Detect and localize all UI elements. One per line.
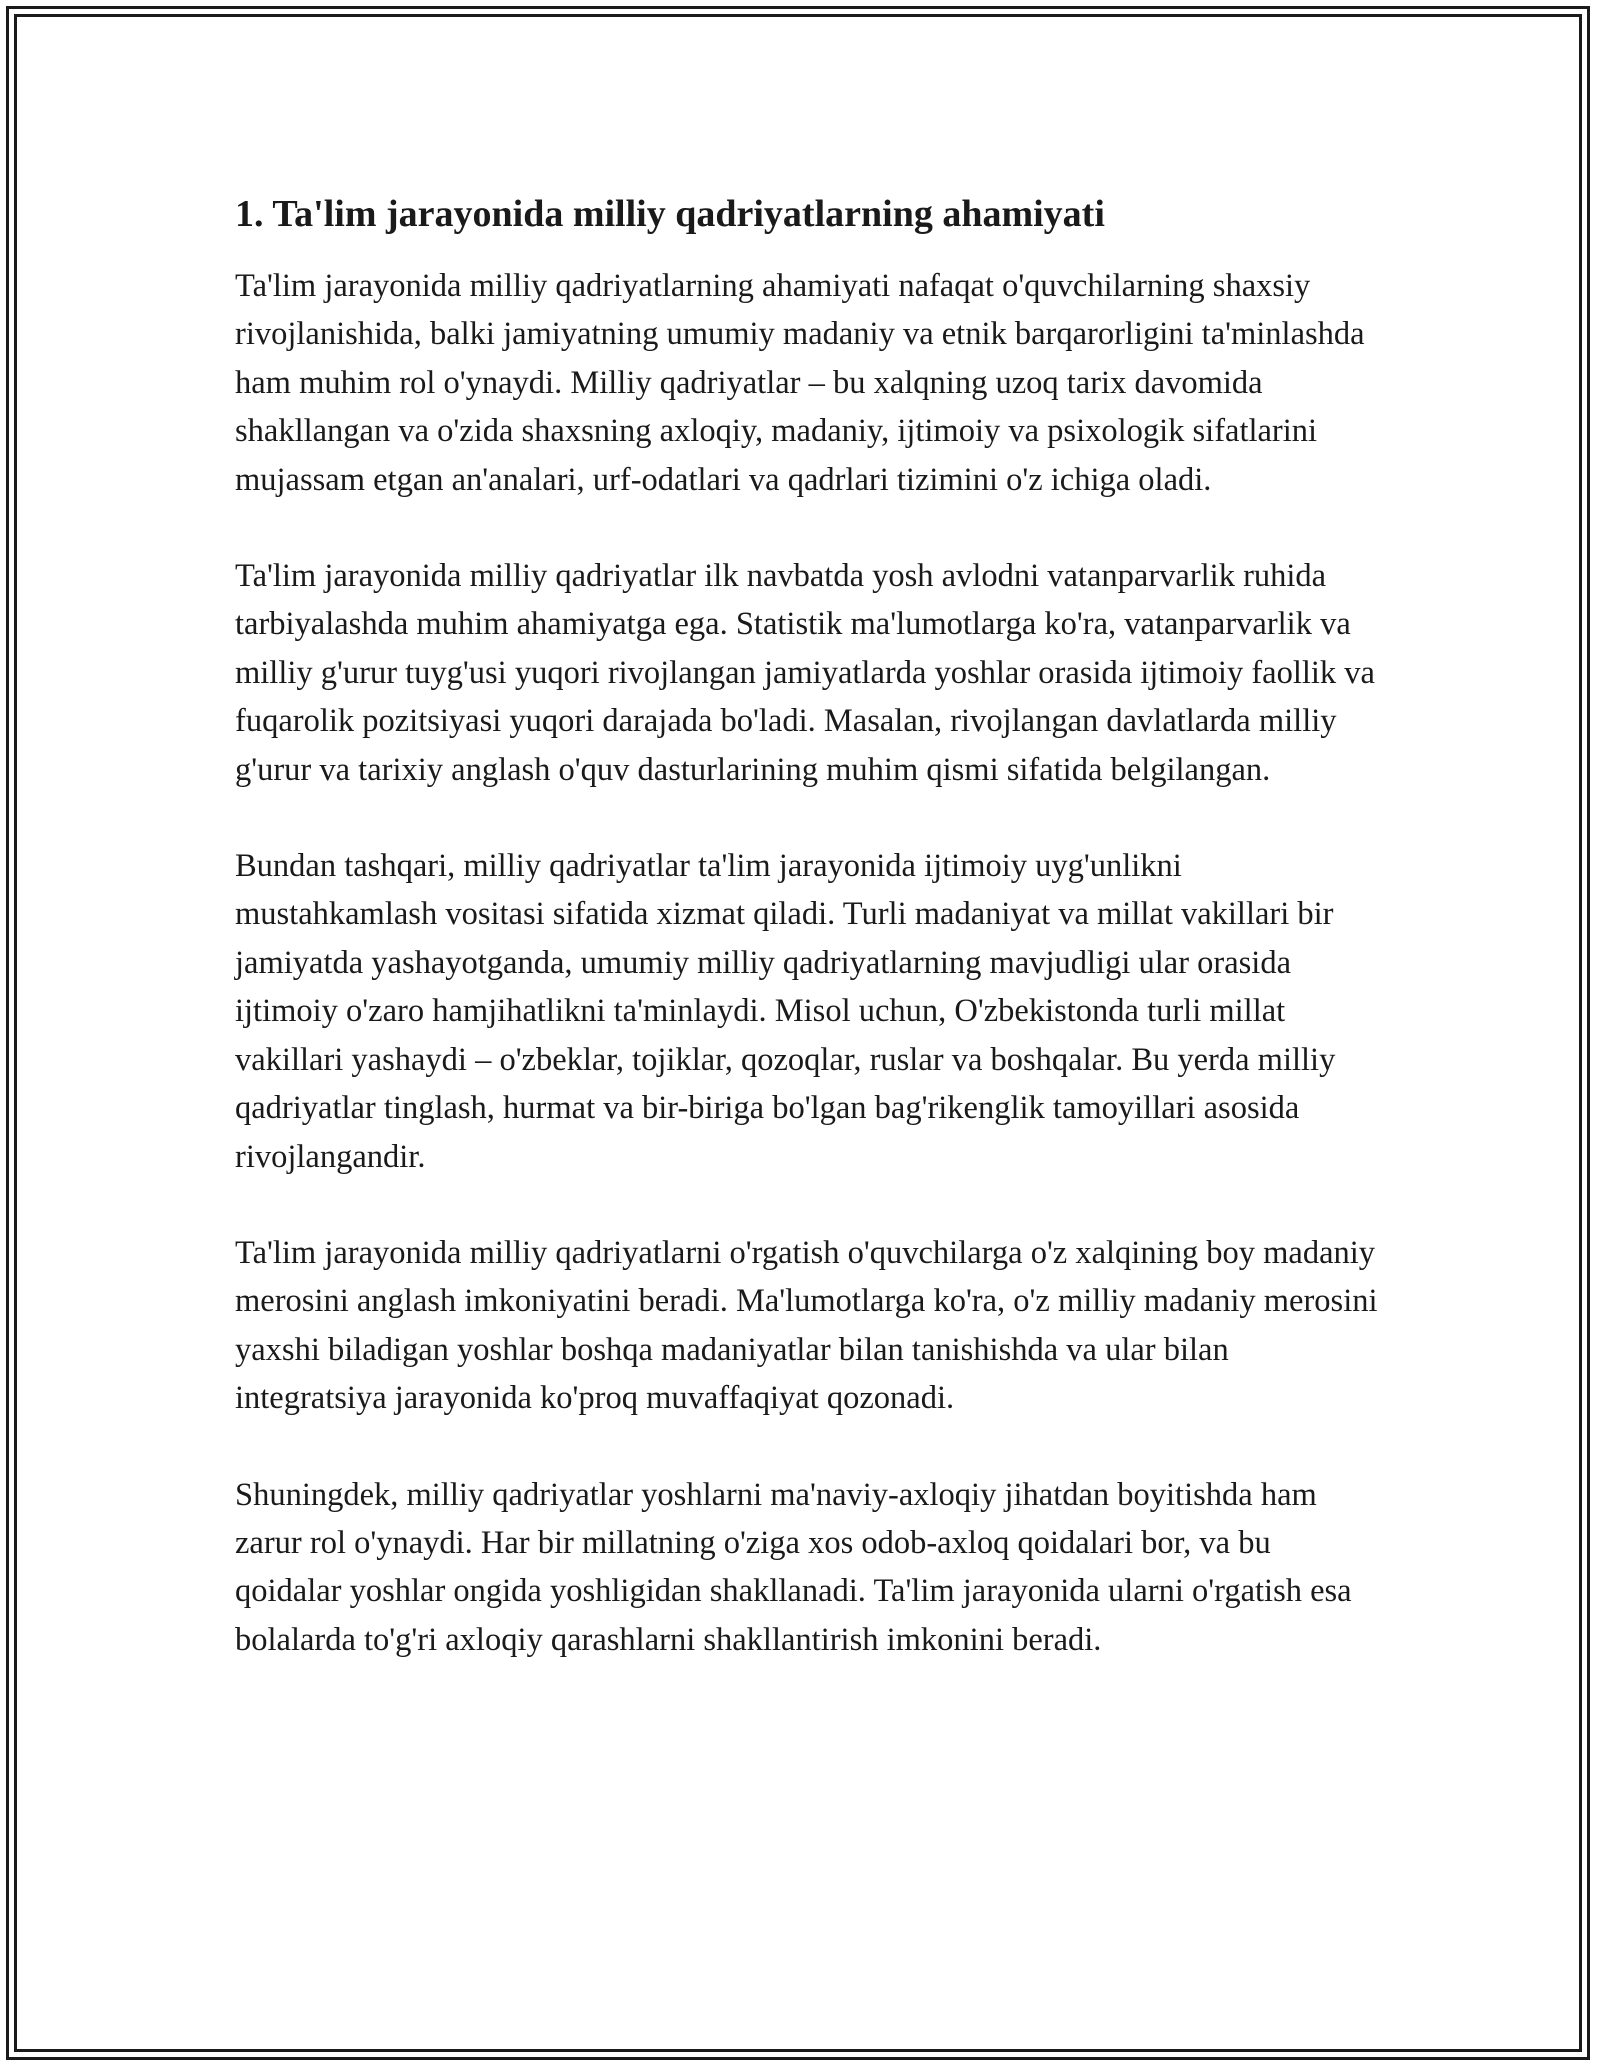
paragraph-2: Ta'lim jarayonida milliy qadriyatlar ilk navbatda yosh avlodni vatanparvarlik ruhida tarbiyalashda muhim ahamiyatga ega. Statistik ma'lumotlarga ko'ra, vatanparvarlik va milliy g'urur tuyg'usi yuqori rivojlangan jamiyatlarda yoshlar orasida ijtimoiy faollik va fuqarolik pozitsiyasi yuqori darajada bo'ladi. Masalan, rivojlangan davlatlarda milliy g'urur va tarixiy anglash o'quv dasturlarining muhim qismi sifatida belgilangan. xyxy=(235,558,1375,788)
section-heading: 1. Ta'lim jarayonida milliy qadriyatlarning ahamiyati xyxy=(235,193,1105,235)
paragraph-5: Shuningdek, milliy qadriyatlar yoshlarni ma'naviy-axloqiy jihatdan boyitishda ham zarur rol o'ynaydi. Har bir millatning o'ziga xos odob-axloq qoidalari bor, va bu qoidalar yoshlar ongida yoshligidan shakllanadi. Ta'lim jarayonida ularni o'rgatish esa bolalarda to'g'ri axloqiy qarashlarni shakllantirish imkonini beradi. xyxy=(235,1476,1352,1658)
paragraph-4: Ta'lim jarayonida milliy qadriyatlarni o'rgatish o'quvchilarga o'z xalqining boy madaniy merosini anglash imkoniyatini beradi. Ma'lumotlarga ko'ra, o'z milliy madaniy merosini yaxshi biladigan yoshlar boshqa madaniyatlar bilan tanishishda va ular bilan integratsiya jarayonida ko'proq muvaffaqiyat qozonadi. xyxy=(235,1234,1378,1417)
document-body xyxy=(235,186,1385,1712)
paragraph-1: Ta'lim jarayonida milliy qadriyatlarning ahamiyati nafaqat o'quvchilarning shaxsiy rivojlanishida, balki jamiyatning umumiy madaniy va etnik barqarorligini ta'minlashda ham muhim rol o'ynaydi. Milliy qadriyatlar – bu xalqning uzoq tarix davomida shakllangan va o'zida shaxsning axloqiy, madaniy, ijtimoiy va psixologik sifatlarini mujassam etgan an'analari, urf-odatlari va qadrlari tizimini o'z ichiga oladi. xyxy=(235,268,1365,498)
paragraph-3: Bundan tashqari, milliy qadriyatlar ta'lim jarayonida ijtimoiy uyg'unlikni mustahkamlash vositasi sifatida xizmat qiladi. Turli madaniyat va millat vakillari bir jamiyatda yashayotganda, umumiy milliy qadriyatlarning mavjudligi ular orasida ijtimoiy o'zaro hamjihatlikni ta'minlaydi. Misol uchun, O'zbekistonda turli millat vakillari yashaydi – o'zbeklar, tojiklar, qozoqlar, ruslar va boshqalar. Bu yerda milliy qadriyatlar tinglash, hurmat va bir-biriga bo'lgan bag'rikenglik tamoyillari asosida rivojlangandir. xyxy=(235,848,1336,1175)
